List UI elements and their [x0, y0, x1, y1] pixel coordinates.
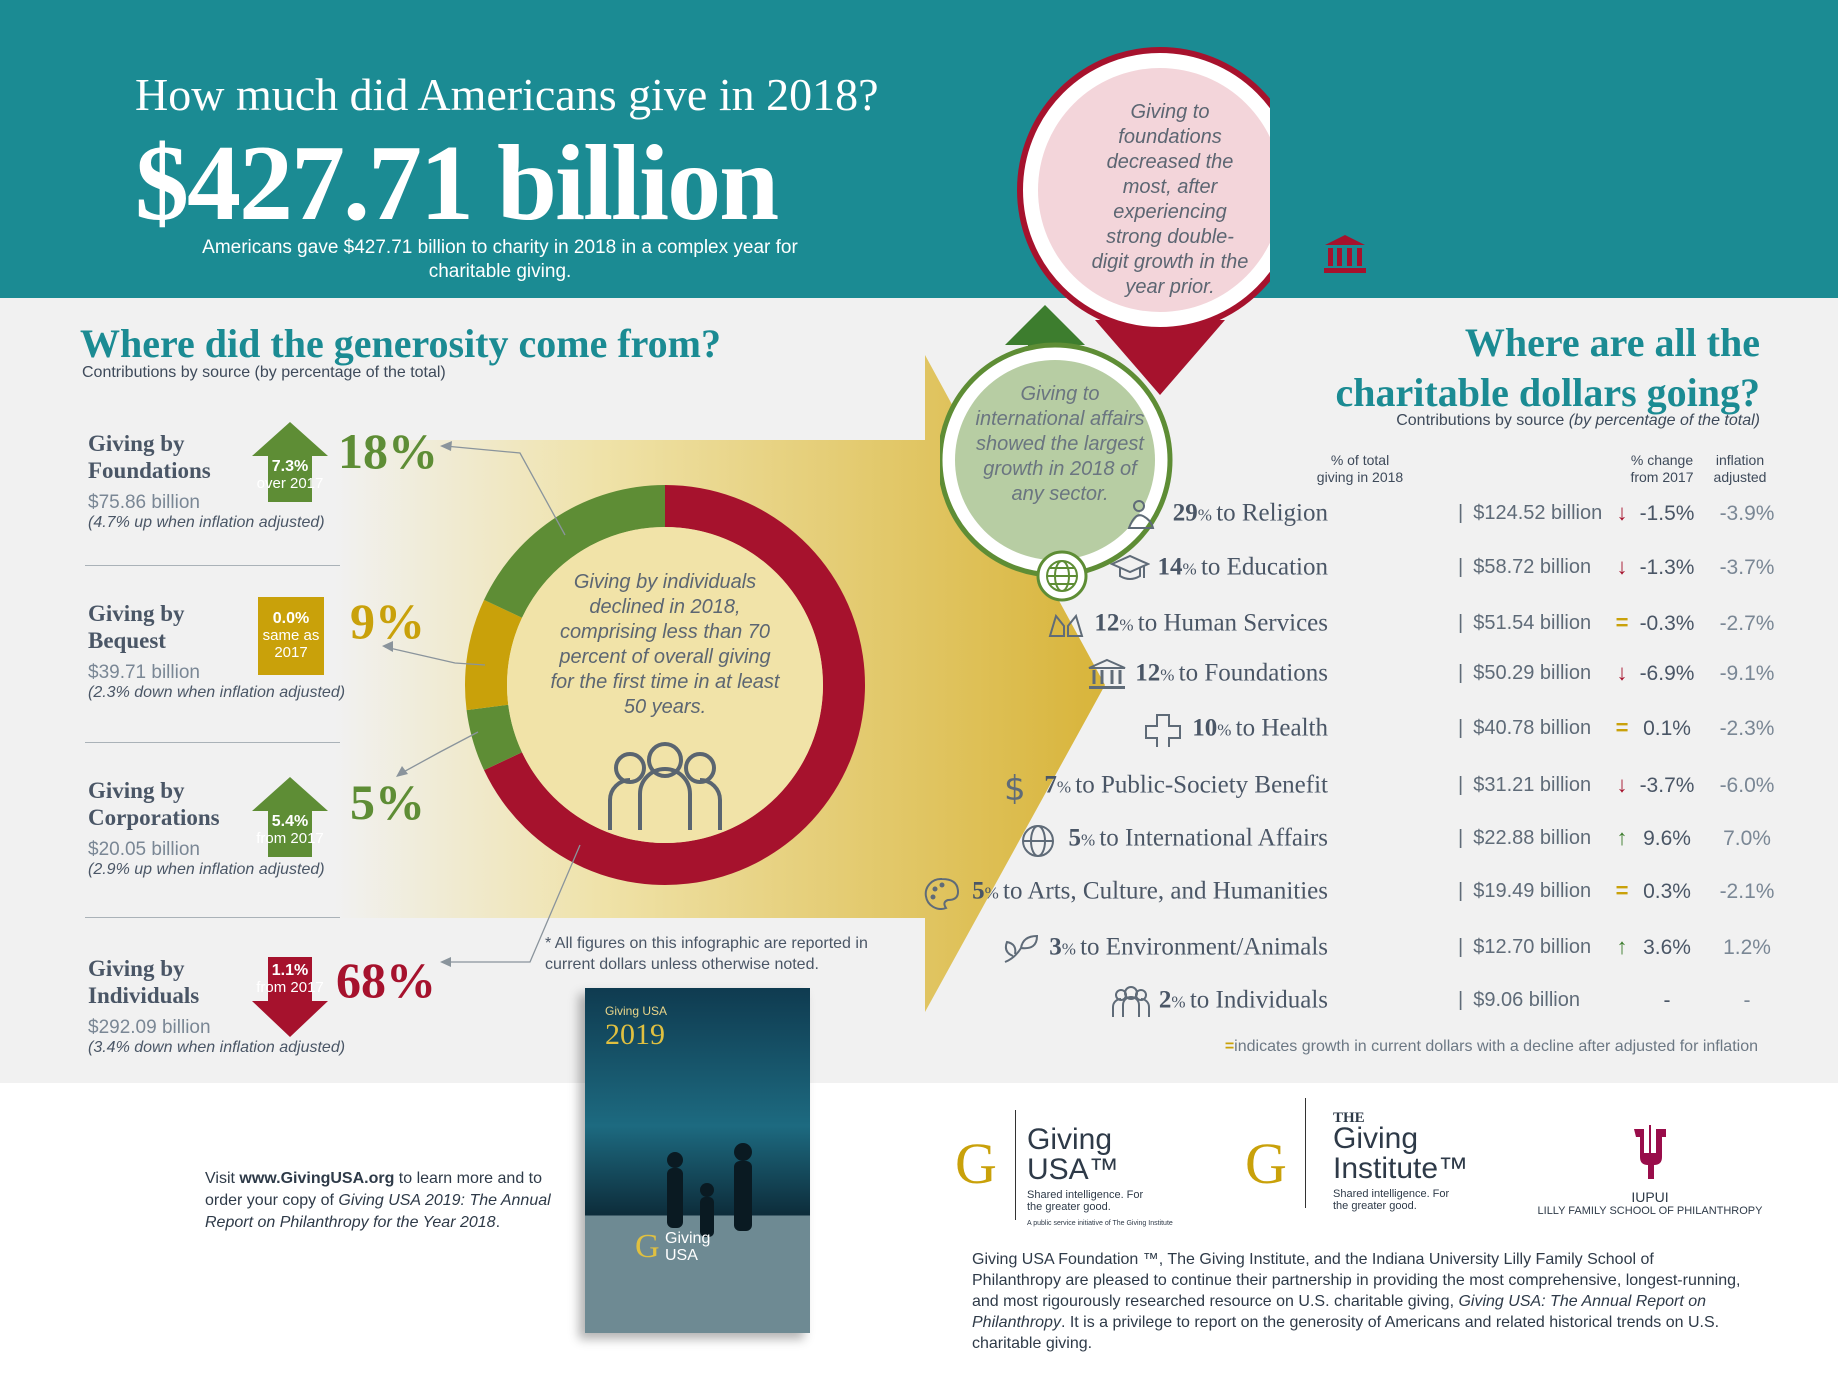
recipient-label: 14% to Education [1110, 552, 1328, 586]
recipient-amount: | $124.52 billion [1458, 502, 1603, 524]
recipient-label: 10% to Health [1144, 713, 1328, 747]
divider [85, 917, 340, 918]
divider [85, 565, 340, 566]
source-name: Giving by Corporations [88, 778, 220, 830]
dollar-icon [996, 770, 1036, 804]
recipient-label: 3% to Environment/Animals [1001, 932, 1328, 966]
source-name: Giving by Individuals [88, 956, 200, 1008]
globe-icon [1020, 823, 1060, 857]
recipient-amount: | $12.70 billion [1458, 936, 1592, 958]
donut-center-text: Giving by individuals declined in 2018, comprising less than 70 percent of overall giving for the first time in at least 50 years. [550, 571, 780, 718]
recipient-inflation: -2.7% [1719, 612, 1775, 635]
recipient-change: 3.6% [1643, 936, 1691, 959]
down-arrow-icon: ↓ [1616, 772, 1628, 797]
palette-icon [924, 876, 964, 910]
international-callout-text: Giving to international affairs showed the largest growth in 2018 of any sector. [975, 383, 1145, 505]
recipient-name: to Religion [1216, 499, 1328, 527]
pct-foundations: 18% [338, 423, 438, 479]
foundations-callout-text: Giving to foundations decreased the most, after experiencing strong double-digit growth in the year prior. [1091, 101, 1249, 298]
up-arrow-icon: ↑ [1616, 934, 1628, 959]
source-amount: $292.09 billion [88, 1017, 211, 1038]
recipient-label: $ 7% to Public-Society Benefit [996, 770, 1328, 804]
pct-individuals: 68% [336, 952, 436, 1008]
source-note: (2.9% up when inflation adjusted) [88, 861, 325, 878]
source-note: (2.3% down when inflation adjusted) [88, 684, 346, 701]
recipient-amount: | $9.06 billion [1458, 989, 1580, 1011]
change-foundations: 7.3% over 2017 [256, 458, 324, 492]
recipient-inflation: - [1743, 989, 1751, 1012]
recipient-amount: | $50.29 billion [1458, 662, 1592, 684]
divider [85, 742, 340, 743]
up-arrow-icon: ↑ [1616, 825, 1628, 850]
recipient-pct: 2 [1158, 986, 1172, 1014]
recipient-name: to Arts, Culture, and Humanities [1003, 877, 1328, 905]
source-amount: $20.05 billion [88, 839, 200, 860]
recipient-pct: 12 [1094, 609, 1120, 637]
recipient-name: to Individuals [1189, 986, 1328, 1014]
recipient-label: 12% to Human Services [1046, 608, 1328, 642]
source-amount: $39.71 billion [88, 662, 200, 683]
iupui-name: IUPUI [1631, 1189, 1669, 1205]
recipients-subtitle: Contributions by source (by percentage of the total) [1396, 412, 1760, 429]
recipient-change: 0.3% [1643, 880, 1691, 903]
pct-corporations: 5% [350, 774, 425, 830]
recipient-change: -3.7% [1639, 774, 1695, 797]
equal-icon: = [1615, 610, 1629, 635]
down-arrow-icon: ↓ [1616, 660, 1628, 685]
religion-icon [1125, 498, 1165, 532]
sources-subtitle: Contributions by source (by percentage of the total) [82, 364, 446, 381]
recipient-pct: 7 [1044, 771, 1057, 799]
recipient-inflation: -2.3% [1719, 717, 1775, 740]
graduation-cap-icon [1110, 552, 1150, 586]
svg-text:$: $ [1004, 770, 1026, 804]
recipient-change: 9.6% [1643, 827, 1691, 850]
building-icon [1087, 658, 1127, 692]
building-icon [1322, 232, 1368, 276]
recipient-inflation: 1.2% [1723, 936, 1771, 959]
col-header-change: % change from 2017 [1630, 452, 1694, 485]
visit-text: Visit www.GivingUSA.org to learn more and to order your copy of Giving USA 2019: The Annual Report on Philanthropy for the Year 2018. [205, 1170, 551, 1231]
source-amount: $75.86 billion [88, 492, 200, 513]
recipient-change: 0.1% [1643, 717, 1691, 740]
book-logo-g: G [635, 1228, 660, 1265]
partner-text: Giving USA Foundation ™, The Giving Institute, and the Indiana University Lilly Family School of Philanthropy are pleased to continue their partnership in providing the most comprehensive, longest-running, and most rigourously researched resource on U.S. charitable giving, Giving USA: The Annual Report on Philanthropy. It is a privilege to report on the generosity of Americans and related historical trends on U.S. charitable giving. [972, 1251, 1741, 1352]
recipient-amount: | $40.78 billion [1458, 717, 1592, 739]
recipient-label: 5% to International Affairs [1020, 823, 1328, 857]
giving-usa-mark: G [955, 1131, 997, 1196]
recipient-name: to Human Services [1137, 609, 1328, 637]
recipient-pct: 14 [1157, 553, 1183, 581]
equal-icon: = [1615, 878, 1629, 903]
col-header-total: % of total giving in 2018 [1316, 452, 1404, 485]
recipient-inflation: -6.0% [1719, 774, 1775, 797]
giving-institute-mark: G [1245, 1131, 1287, 1196]
recipient-inflation: -9.1% [1719, 662, 1775, 685]
recipient-pct: 10 [1192, 714, 1218, 742]
recipient-amount: | $31.21 billion [1458, 774, 1592, 796]
recipient-amount: | $51.54 billion [1458, 612, 1592, 634]
iupui-logo [1535, 1125, 1765, 1217]
recipient-pct: 3 [1049, 933, 1062, 961]
down-arrow-icon: ↓ [1616, 500, 1628, 525]
source-name: Giving by Bequest [88, 601, 185, 653]
header-subtitle: Americans gave $427.71 billion to charity in 2018 in a complex year for charitable giving. [202, 237, 798, 282]
recipient-inflation: -3.7% [1719, 556, 1775, 579]
recipient-pct: 5 [972, 877, 985, 905]
recipient-label: 5% to Arts, Culture, and Humanities [924, 876, 1328, 910]
down-arrow-icon: ↓ [1616, 554, 1628, 579]
col-header-inflation: inflation adjusted [1713, 452, 1767, 485]
legend-note: =indicates growth in current dollars with a decline after adjusted for inflation [1224, 1038, 1758, 1055]
hands-icon [1046, 608, 1086, 642]
recipient-inflation: -3.9% [1719, 502, 1775, 525]
recipient-pct: 12 [1135, 659, 1161, 687]
source-note: (3.4% down when inflation adjusted) [88, 1039, 346, 1056]
pct-bequest: 9% [350, 593, 425, 649]
recipient-label: 29% to Religion [1125, 498, 1328, 532]
recipient-name: to Health [1235, 714, 1328, 742]
recipient-name: to International Affairs [1099, 824, 1328, 852]
recipient-label: 2% to Individuals [1111, 985, 1328, 1019]
iupui-school: LILLY FAMILY SCHOOL OF PHILANTHROPY [1537, 1205, 1763, 1217]
recipients-title: Where are all the charitable dollars going? [1335, 320, 1760, 415]
recipient-label: 12% to Foundations [1087, 658, 1328, 692]
change-individuals: 1.1% from 2017 [256, 962, 324, 996]
recipient-name: to Public-Society Benefit [1075, 771, 1328, 799]
equal-icon: = [1615, 715, 1629, 740]
footnote: * All figures on this infographic are reported in current dollars unless otherwise noted. [545, 935, 868, 973]
trident-icon [1630, 1125, 1670, 1180]
change-bequest: 0.0% same as 2017 [262, 610, 320, 661]
recipient-change: -1.3% [1639, 556, 1695, 579]
source-note: (4.7% up when inflation adjusted) [88, 514, 325, 531]
recipient-pct: 5 [1068, 824, 1081, 852]
recipient-name: to Environment/Animals [1080, 933, 1328, 961]
sources-title: Where did the generosity come from? [80, 321, 721, 366]
recipient-amount: | $22.88 billion [1458, 827, 1592, 849]
source-name: Giving by Foundations [88, 431, 211, 483]
health-cross-icon [1144, 713, 1184, 747]
book-year: 2019 [605, 1018, 665, 1051]
recipient-amount: | $58.72 billion [1458, 556, 1592, 578]
book-cover: Giving USA 2019 G Giving USA [585, 988, 810, 1333]
recipient-name: to Education [1200, 553, 1328, 581]
recipient-change: - [1663, 989, 1671, 1012]
visit-link[interactable]: www.GivingUSA.org [239, 1170, 395, 1187]
header-question: How much did Americans give in 2018? [135, 69, 879, 120]
recipient-pct: 29 [1172, 499, 1198, 527]
recipient-change: -6.9% [1639, 662, 1695, 685]
recipient-inflation: -2.1% [1719, 880, 1775, 903]
recipient-inflation: 7.0% [1723, 827, 1771, 850]
recipient-amount: | $19.49 billion [1458, 880, 1592, 902]
people-icon [1111, 985, 1151, 1019]
recipient-change: -1.5% [1639, 502, 1695, 525]
recipient-name: to Foundations [1178, 659, 1328, 687]
recipient-change: -0.3% [1639, 612, 1695, 635]
leaf-icon [1001, 932, 1041, 966]
header-amount: $427.71 billion [135, 124, 778, 243]
change-corporations: 5.4% from 2017 [256, 813, 324, 847]
